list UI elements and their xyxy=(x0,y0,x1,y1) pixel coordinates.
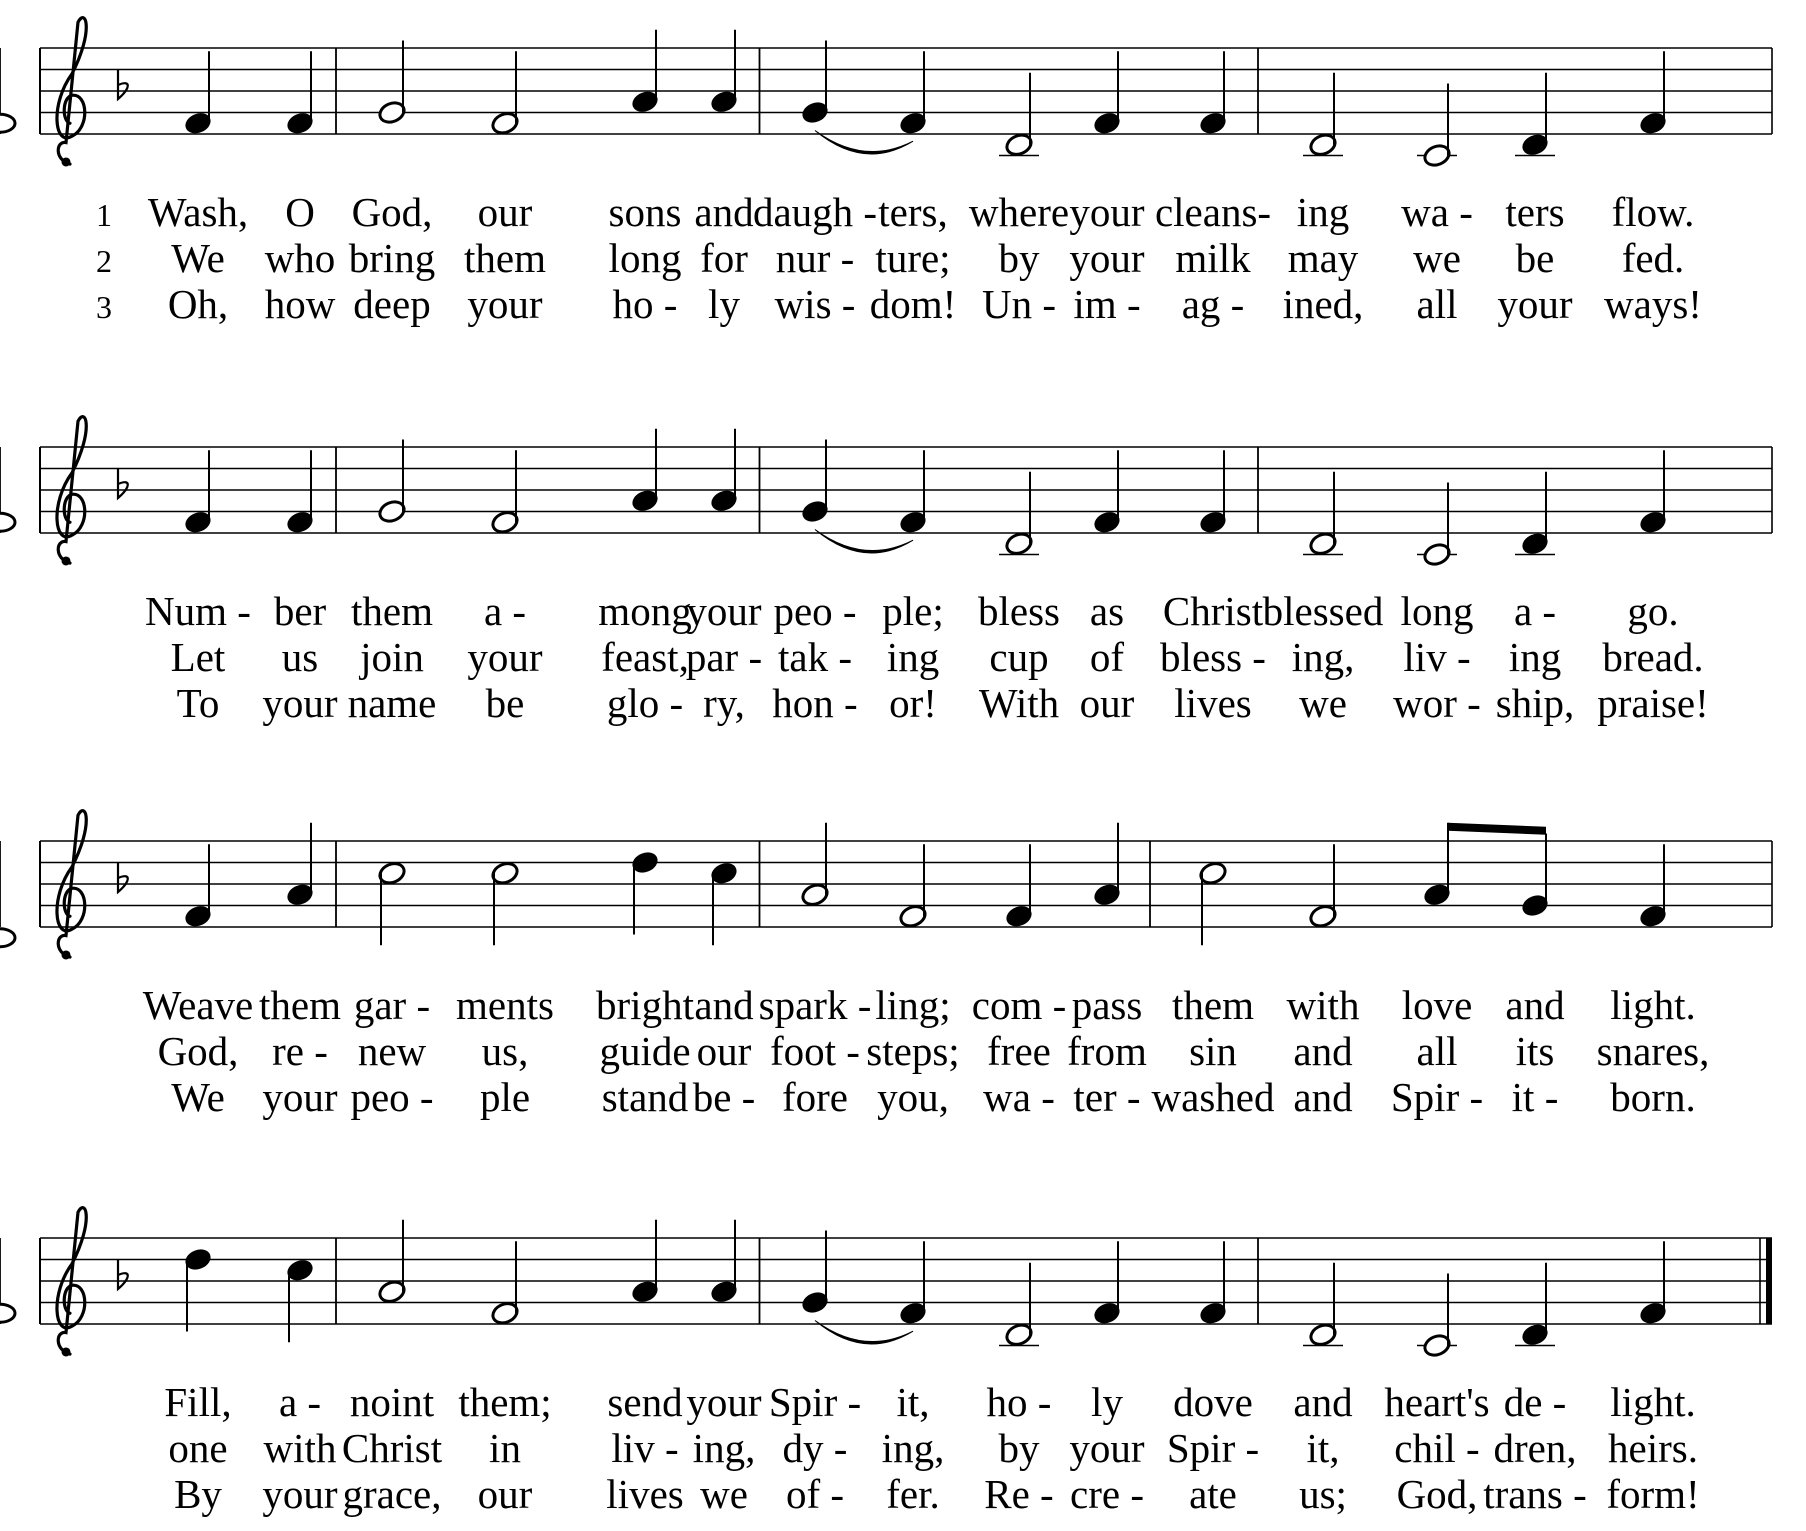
lyric-syllable: chil - xyxy=(1394,1425,1480,1471)
lyric-syllable: praise! xyxy=(1597,680,1709,726)
lyric-syllable: may xyxy=(1287,235,1359,281)
treble-clef-icon xyxy=(57,417,86,566)
lyric-syllable: your xyxy=(262,1471,338,1517)
lyric-syllable: with xyxy=(263,1425,337,1471)
lyric-syllable: as xyxy=(1089,588,1125,634)
lyric-syllable: your xyxy=(1497,281,1573,327)
note xyxy=(630,429,660,514)
verse-number: 2 xyxy=(96,243,112,279)
lyric-syllable: We xyxy=(171,235,225,281)
note xyxy=(800,1231,830,1316)
note xyxy=(1198,860,1228,945)
flat-icon xyxy=(118,69,128,99)
lyric-syllable: join xyxy=(360,634,424,680)
lyric-syllable: love xyxy=(1401,982,1473,1028)
lyric-syllable: ho - xyxy=(986,1379,1052,1425)
lyric-syllable: long xyxy=(1400,588,1474,634)
lyric-syllable: all xyxy=(1416,281,1458,327)
lyric-syllable: washed xyxy=(1151,1074,1275,1120)
lyric-syllable: it, xyxy=(1306,1425,1340,1471)
note xyxy=(1638,844,1668,929)
note xyxy=(709,30,739,115)
lyric-syllable: God, xyxy=(1396,1471,1478,1517)
notehead xyxy=(0,513,15,531)
lyric-syllable: gar - xyxy=(353,982,431,1028)
lyric-syllable: re - xyxy=(272,1028,328,1074)
lyric-syllable: To xyxy=(176,680,220,726)
note xyxy=(1092,51,1122,136)
lyric-syllable: us; xyxy=(1299,1471,1347,1517)
lyric-syllable: trans - xyxy=(1483,1471,1587,1517)
lyric-syllable: noint xyxy=(349,1379,435,1425)
note xyxy=(0,114,15,132)
lyric-syllable: new xyxy=(357,1028,427,1074)
verse-number: 3 xyxy=(96,289,112,325)
lyric-syllable: com - xyxy=(971,982,1067,1028)
lyric-syllable: for xyxy=(700,235,748,281)
lyric-syllable: our xyxy=(477,189,533,235)
note xyxy=(183,1246,213,1331)
lyric-syllable: our xyxy=(696,1028,752,1074)
lyric-syllable: its xyxy=(1515,1028,1555,1074)
lyric-syllable: ag - xyxy=(1181,281,1245,327)
note xyxy=(630,1220,660,1305)
lyric-syllable: spark - xyxy=(758,982,872,1028)
note xyxy=(0,513,15,531)
lyric-syllable: where xyxy=(968,189,1070,235)
lyric-syllable: your xyxy=(467,634,543,680)
lyric-syllable: long xyxy=(608,235,682,281)
lyric-syllable: hon - xyxy=(772,680,858,726)
lyric-syllable: ing, xyxy=(692,1425,756,1471)
note xyxy=(898,1241,928,1326)
lyric-syllable: ing, xyxy=(881,1425,945,1471)
lyric-syllable: your xyxy=(262,680,338,726)
lyric-syllable: our xyxy=(1079,680,1135,726)
lyric-syllable: Un - xyxy=(981,281,1057,327)
lyric-syllable: dove xyxy=(1173,1379,1253,1425)
lyric-syllable: your xyxy=(686,1379,762,1425)
note xyxy=(1198,51,1228,136)
lyric-syllable: by xyxy=(998,1425,1040,1471)
lyric-syllable: ple; xyxy=(882,588,944,634)
note xyxy=(800,41,830,126)
lyric-syllable: Num - xyxy=(145,588,251,634)
lyric-syllable: your xyxy=(686,588,762,634)
notehead xyxy=(0,929,15,947)
notehead xyxy=(0,114,15,132)
lyric-syllable: bring xyxy=(348,235,436,281)
lyric-syllable: ined, xyxy=(1282,281,1364,327)
lyric-syllable: We xyxy=(171,1074,225,1120)
lyric-syllable: sin xyxy=(1189,1028,1237,1074)
lyric-syllable: par - xyxy=(685,634,763,680)
note xyxy=(377,1220,407,1305)
note xyxy=(0,1304,15,1322)
note xyxy=(1308,844,1338,929)
lyric-syllable: and xyxy=(1293,1379,1353,1425)
note xyxy=(709,1220,739,1305)
lyric-syllable: heart's xyxy=(1384,1379,1490,1425)
note xyxy=(1515,73,1555,158)
hymn-system xyxy=(0,811,1772,1120)
lyric-syllable: us xyxy=(281,634,319,680)
treble-clef-icon xyxy=(57,811,86,960)
lyric-syllable: your xyxy=(467,281,543,327)
lyric-syllable: glo - xyxy=(606,680,684,726)
lyric-syllable: dren, xyxy=(1493,1425,1577,1471)
lyric-syllable: tak - xyxy=(778,634,852,680)
note xyxy=(898,450,928,535)
note xyxy=(1515,1263,1555,1348)
notehead xyxy=(0,1304,15,1322)
lyric-syllable: ho - xyxy=(612,281,678,327)
lyric-syllable: them xyxy=(1172,982,1254,1028)
lyric-syllable: daugh - xyxy=(752,189,878,235)
note xyxy=(183,450,213,535)
lyric-syllable: Christ xyxy=(341,1425,443,1471)
lyric-syllable: Wash, xyxy=(147,189,249,235)
lyric-syllable: ing xyxy=(1508,634,1562,680)
lyric-syllable: peo - xyxy=(773,588,857,634)
note xyxy=(800,440,830,525)
lyric-syllable: liv - xyxy=(1403,634,1471,680)
lyric-syllable: nur - xyxy=(775,235,855,281)
lyric-syllable: ling; xyxy=(875,982,951,1028)
lyric-syllable: ing, xyxy=(1291,634,1355,680)
note xyxy=(630,849,660,934)
lyric-syllable: lives xyxy=(606,1471,684,1517)
note xyxy=(999,73,1039,158)
lyric-syllable: your xyxy=(1069,235,1145,281)
lyric-syllable: of - xyxy=(785,1471,845,1517)
lyric-syllable: Oh, xyxy=(167,281,229,327)
lyric-syllable: ly xyxy=(708,281,740,327)
lyric-syllable: im - xyxy=(1073,281,1141,327)
lyric-syllable: Spir - xyxy=(768,1379,862,1425)
note xyxy=(1092,450,1122,535)
lyric-syllable: a - xyxy=(278,1379,322,1425)
lyric-syllable: all xyxy=(1416,1028,1458,1074)
lyric-syllable: fer. xyxy=(886,1471,940,1517)
lyric-syllable: Re - xyxy=(984,1471,1054,1517)
lyric-syllable: God, xyxy=(157,1028,239,1074)
lyric-syllable: liv - xyxy=(611,1425,679,1471)
note xyxy=(1303,472,1343,557)
note xyxy=(1417,84,1457,169)
lyric-syllable: be - xyxy=(692,1074,756,1120)
beam xyxy=(1448,823,1546,835)
lyric-syllable: ters xyxy=(1505,189,1565,235)
lyric-syllable: flow. xyxy=(1611,189,1695,235)
lyric-syllable: light. xyxy=(1610,1379,1696,1425)
lyric-syllable: go. xyxy=(1627,588,1679,634)
lyric-syllable: ate xyxy=(1189,1471,1237,1517)
flat-icon xyxy=(118,468,128,498)
flat-icon xyxy=(118,862,128,892)
note xyxy=(1092,1241,1122,1326)
lyric-syllable: dom! xyxy=(869,281,957,327)
lyric-syllable: form! xyxy=(1606,1471,1700,1517)
flat-icon xyxy=(118,1259,128,1289)
lyric-syllable: Spir - xyxy=(1390,1074,1484,1120)
lyric-syllable: we xyxy=(700,1471,748,1517)
lyric-syllable: ter - xyxy=(1073,1074,1141,1120)
lyric-syllable: by xyxy=(998,235,1040,281)
lyric-syllable: ters, xyxy=(878,189,948,235)
lyric-syllable: By xyxy=(174,1471,222,1517)
lyric-syllable: Let xyxy=(170,634,226,680)
lyric-syllable: heirs. xyxy=(1608,1425,1698,1471)
note xyxy=(377,41,407,126)
hymn-system xyxy=(0,417,1772,726)
note xyxy=(285,450,315,535)
lyric-syllable: Christ xyxy=(1162,588,1264,634)
lyric-syllable: from xyxy=(1067,1028,1147,1074)
lyric-syllable: fore xyxy=(781,1074,849,1120)
lyric-syllable: them xyxy=(351,588,433,634)
note xyxy=(898,51,928,136)
lyric-syllable: bless - xyxy=(1160,634,1266,680)
lyric-syllable: our xyxy=(477,1471,533,1517)
lyric-syllable: and xyxy=(1293,1074,1353,1120)
lyric-syllable: it - xyxy=(1511,1074,1559,1120)
note xyxy=(630,30,660,115)
lyric-syllable: mong xyxy=(598,588,692,634)
lyric-syllable: snares, xyxy=(1596,1028,1710,1074)
lyric-syllable: dy - xyxy=(782,1425,848,1471)
note xyxy=(490,1241,520,1326)
note xyxy=(1004,844,1034,929)
note xyxy=(490,860,520,945)
lyric-syllable: your xyxy=(1069,189,1145,235)
lyric-syllable: cleans- xyxy=(1154,189,1272,235)
note xyxy=(898,844,928,929)
lyric-syllable: Weave xyxy=(142,982,254,1028)
lyric-syllable: we xyxy=(1413,235,1461,281)
lyric-syllable: God, xyxy=(351,189,433,235)
note xyxy=(377,440,407,525)
lyric-syllable: ry, xyxy=(703,680,745,726)
lyric-syllable: feast, xyxy=(601,634,689,680)
lyric-syllable: de - xyxy=(1503,1379,1567,1425)
lyric-syllable: pass xyxy=(1071,982,1143,1028)
lyric-syllable: cre - xyxy=(1070,1471,1144,1517)
lyric-syllable: guide xyxy=(599,1028,691,1074)
lyric-syllable: ways! xyxy=(1604,281,1702,327)
lyric-syllable: wa - xyxy=(1401,189,1473,235)
lyric-syllable: ber xyxy=(273,588,327,634)
lyric-syllable: foot - xyxy=(770,1028,860,1074)
lyric-syllable: us, xyxy=(481,1028,529,1074)
lyric-syllable: them; xyxy=(458,1379,552,1425)
lyric-syllable: wa - xyxy=(983,1074,1055,1120)
hymn-system xyxy=(0,18,1772,327)
lyric-syllable: name xyxy=(347,680,437,726)
note xyxy=(999,1263,1039,1348)
lyric-syllable: we xyxy=(1299,680,1347,726)
lyric-syllable: a - xyxy=(1513,588,1557,634)
lyric-syllable: ing xyxy=(886,634,940,680)
note xyxy=(285,1257,315,1342)
lyric-syllable: sons xyxy=(608,189,682,235)
note xyxy=(1198,1241,1228,1326)
note xyxy=(183,51,213,136)
note xyxy=(1638,51,1668,136)
lyric-syllable: your xyxy=(262,1074,338,1120)
note xyxy=(709,429,739,514)
lyric-syllable: with xyxy=(1286,982,1360,1028)
lyric-syllable: blessed xyxy=(1262,588,1384,634)
lyric-syllable: grace, xyxy=(342,1471,442,1517)
lyric-syllable: bread. xyxy=(1602,634,1704,680)
lyric-syllable: bright xyxy=(596,982,694,1028)
lyric-syllable: ing xyxy=(1296,189,1350,235)
lyric-syllable: one xyxy=(168,1425,228,1471)
lyric-syllable: cup xyxy=(989,634,1049,680)
note xyxy=(285,51,315,136)
note xyxy=(1417,1274,1457,1359)
note xyxy=(490,51,520,136)
lyric-syllable: be xyxy=(485,680,525,726)
lyric-syllable: and xyxy=(694,982,754,1028)
lyric-syllable: milk xyxy=(1175,235,1251,281)
lyric-syllable: who xyxy=(264,235,336,281)
lyric-syllable: O xyxy=(285,189,315,235)
lyric-syllable: a - xyxy=(483,588,527,634)
note xyxy=(709,860,739,945)
lyric-syllable: peo - xyxy=(350,1074,434,1120)
verse-number: 1 xyxy=(96,197,112,233)
note xyxy=(1092,823,1122,908)
lyric-syllable: them xyxy=(259,982,341,1028)
lyric-syllable: wis - xyxy=(774,281,856,327)
lyric-syllable: of xyxy=(1089,634,1125,680)
note xyxy=(1303,73,1343,158)
lyric-syllable: stand xyxy=(601,1074,689,1120)
lyric-syllable: free xyxy=(987,1028,1051,1074)
lyric-syllable: With xyxy=(978,680,1060,726)
lyric-syllable: ship, xyxy=(1495,680,1575,726)
lyric-syllable: ture; xyxy=(875,235,951,281)
lyric-syllable: and xyxy=(1293,1028,1353,1074)
note xyxy=(377,860,407,945)
lyric-syllable: send xyxy=(607,1379,683,1425)
note xyxy=(1198,450,1228,535)
note xyxy=(1638,450,1668,535)
treble-clef-icon xyxy=(57,1208,86,1357)
lyric-syllable: Fill, xyxy=(164,1379,232,1425)
note xyxy=(490,450,520,535)
lyric-syllable: your xyxy=(1069,1425,1145,1471)
lyric-syllable: wor - xyxy=(1393,680,1481,726)
lyric-syllable: Spir - xyxy=(1166,1425,1260,1471)
lyric-syllable: fed. xyxy=(1621,235,1685,281)
lyric-syllable: ly xyxy=(1091,1379,1123,1425)
note xyxy=(1515,472,1555,557)
note xyxy=(1417,483,1457,568)
lyric-syllable: ments xyxy=(456,982,554,1028)
note xyxy=(999,472,1039,557)
lyric-syllable: lives xyxy=(1174,680,1252,726)
lyric-syllable: ple xyxy=(479,1074,531,1120)
lyric-syllable: born. xyxy=(1610,1074,1696,1120)
note xyxy=(800,823,830,908)
lyric-syllable: how xyxy=(264,281,336,327)
lyric-syllable: deep xyxy=(353,281,431,327)
lyric-syllable: or! xyxy=(889,680,937,726)
lyric-syllable: and xyxy=(694,189,754,235)
lyric-syllable: it, xyxy=(896,1379,930,1425)
lyric-syllable: steps; xyxy=(866,1028,960,1074)
note xyxy=(1303,1263,1343,1348)
note xyxy=(1520,834,1550,919)
lyric-syllable: them xyxy=(464,235,546,281)
lyric-syllable: in xyxy=(489,1425,521,1471)
note xyxy=(183,844,213,929)
lyric-syllable: bless xyxy=(978,588,1060,634)
lyric-syllable: light. xyxy=(1610,982,1696,1028)
lyric-syllable: be xyxy=(1515,235,1555,281)
note xyxy=(1422,823,1452,908)
hymn-system xyxy=(0,1208,1772,1517)
lyric-syllable: you, xyxy=(877,1074,949,1120)
treble-clef-icon xyxy=(57,18,86,167)
note xyxy=(1638,1241,1668,1326)
note xyxy=(285,823,315,908)
lyric-syllable: and xyxy=(1505,982,1565,1028)
note xyxy=(0,929,15,949)
